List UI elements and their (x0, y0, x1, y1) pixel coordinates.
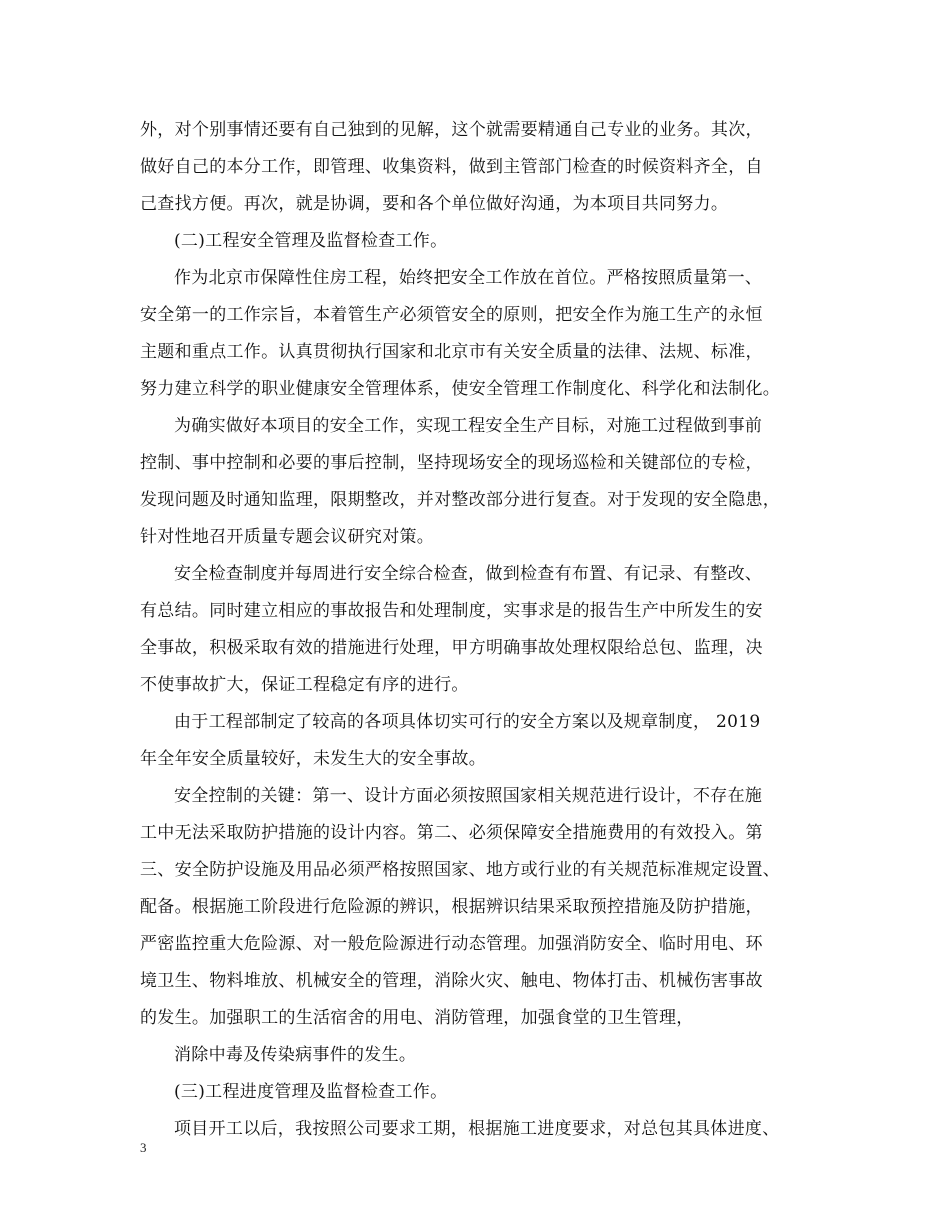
text-line: 不使事故扩大，保证工程稳定有序的进行。 (140, 675, 469, 695)
section-heading: (二)工程安全管理及监督检查工作。 (174, 231, 448, 251)
text-line: 有总结。同时建立相应的事故报告和处理制度，实事求是的报告生产中所发生的安 (140, 601, 763, 621)
text-line: 由于工程部制定了较高的各项具体切实可行的安全方案以及规章制度， 2019 (174, 712, 761, 732)
text-line: 全事故，积极采取有效的措施进行处理，甲方明确事故处理权限给总包、监理，决 (140, 638, 763, 658)
text-line: 发现问题及时通知监理，限期整改，并对整改部分进行复查。对于发现的安全隐患， (140, 490, 781, 510)
text-line: 控制、事中控制和必要的事后控制，坚持现场安全的现场巡检和关键部位的专检， (140, 453, 763, 473)
text-line: 己查找方便。再次，就是协调，要和各个单位做好沟通，为本项目共同努力。 (140, 194, 729, 214)
text-line: 三、安全防护设施及用品必须严格按照国家、地方或行业的有关规范标准规定设置、 (140, 860, 781, 880)
text-line: 严密监控重大危险源、对一般危险源进行动态管理。加强消防安全、临时用电、环 (140, 934, 763, 954)
text-line: 努力建立科学的职业健康安全管理体系，使安全管理工作制度化、科学化和法制化。 (140, 379, 781, 399)
page-number: 3 (140, 1140, 147, 1155)
text-line: 的发生。加强职工的生活宿舍的用电、消防管理，加强食堂的卫生管理， (140, 1008, 694, 1028)
text-line: 安全第一的工作宗旨，本着管生产必须管安全的原则，把安全作为施工生产的永恒 (140, 305, 763, 325)
text-line: 安全控制的关键：第一、设计方面必须按照国家相关规范进行设计，不存在施 (174, 786, 763, 806)
text-line: 外，对个别事情还要有自己独到的见解，这个就需要精通自己专业的业务。其次， (140, 120, 763, 140)
text-line: 做好自己的本分工作，即管理、收集资料，做到主管部门检查的时候资料齐全，自 (140, 157, 763, 177)
text-line: 作为北京市保障性住房工程，始终把安全工作放在首位。严格按照质量第一、 (174, 268, 763, 288)
text-line: 年全年安全质量较好，未发生大的安全事故。 (140, 749, 486, 769)
text-line: 消除中毒及传染病事件的发生。 (174, 1045, 417, 1065)
text-line: 项目开工以后，我按照公司要求工期，根据施工进度要求，对总包其具体进度、 (174, 1119, 780, 1139)
text-line: 配备。根据施工阶段进行危险源的辨识，根据辨识结果采取预控措施及防护措施， (140, 897, 763, 917)
text-line: 境卫生、物料堆放、机械安全的管理，消除火灾、触电、物体打击、机械伤害事故 (140, 971, 763, 991)
text-line: 工中无法采取防护措施的设计内容。第二、必须保障安全措施费用的有效投入。第 (140, 823, 763, 843)
text-line: 主题和重点工作。认真贯彻执行国家和北京市有关安全质量的法律、法规、标准， (140, 342, 763, 362)
text-line: 为确实做好本项目的安全工作，实现工程安全生产目标，对施工过程做到事前 (174, 416, 763, 436)
text-line: 安全检查制度并每周进行安全综合检查，做到检查有布置、有记录、有整改、 (174, 564, 763, 584)
section-heading: (三)工程进度管理及监督检查工作。 (174, 1082, 448, 1102)
text-line: 针对性地召开质量专题会议研究对策。 (140, 527, 435, 547)
